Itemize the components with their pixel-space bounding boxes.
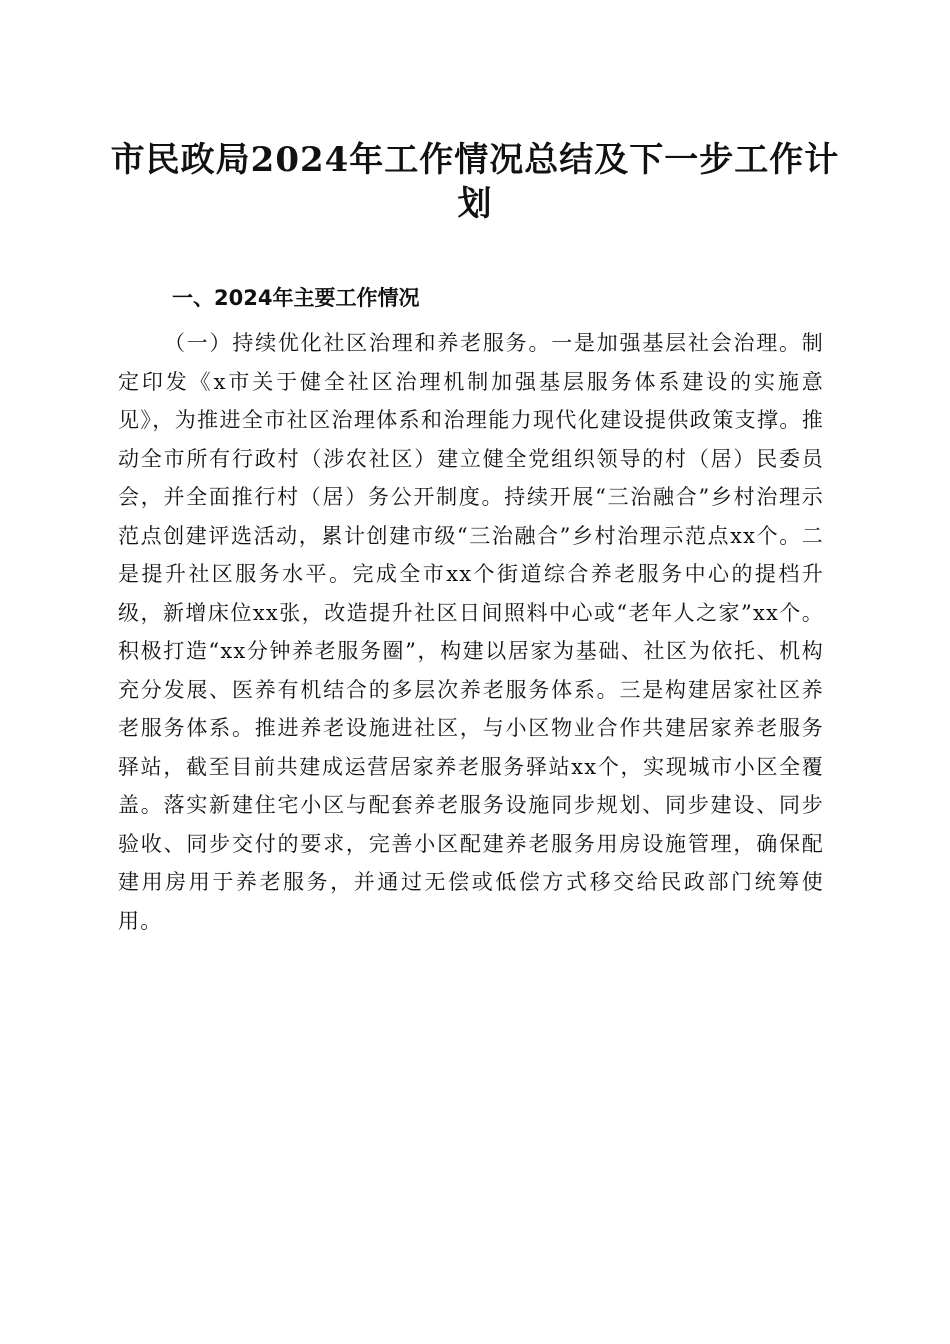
body-paragraph: （一）持续优化社区治理和养老服务。一是加强基层社会治理。制定印发《x市关于健全社区治理机制加强基层服务体系建设的实施意见》，为推进全市社区治理体系和治理能力现代化建设提供政策支撑。推动全市所有行政村（涉农社区）建立健全党组织领导的村（居）民委员会，并全面推行村（居）务公开制度。持续开展“三治融合”乡村治理示范点创建评选活动，累计创建市级“三治融合”乡村治理示范点xx个。二是提升社区服务水平。完成全市xx个街道综合养老服务中心的提档升级，新增床位xx张，改造提升社区日间照料中心或“老年人之家”xx个。积极打造“xx分钟养老服务圈”，构建以居家为基础、社区为依托、机构充分发展、医养有机结合的多层次养老服务体系。三是构建居家社区养老服务体系。推进养老设施进社区，与小区物业合作共建居家养老服务驿站，截至目前共建成运营居家养老服务驿站xx个，实现城市小区全覆盖。落实新建住宅小区与配套养老服务设施同步规划、同步建设、同步验收、同步交付的要求，完善小区配建养老服务用房设施管理，确保配建用房用于养老服务，并通过无偿或低偿方式移交给民政部门统筹使用。 <box>118 331 824 933</box>
section-heading: 一、2024年主要工作情况 <box>172 286 420 310</box>
document-title: 市民政局2024年工作情况总结及下一步工作计划 <box>110 140 840 224</box>
